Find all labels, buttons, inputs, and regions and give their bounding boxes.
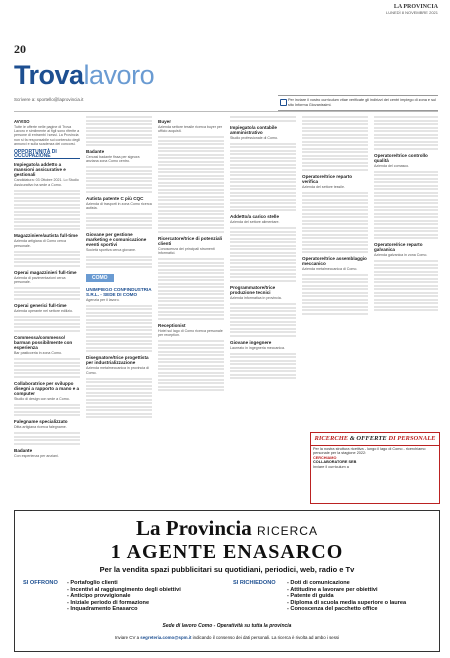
info-icon: [280, 99, 287, 106]
ad-ricerche-body: [313, 447, 437, 469]
section-tab: OPPORTUNITÀ DI OCCUPAZIONE: [14, 150, 80, 159]
publication-name: LA PROVINCIA: [393, 4, 438, 10]
section-title-part2: lavoro: [83, 60, 155, 90]
job-title: Buyer: [158, 119, 172, 124]
offer-item: - Anticipo provvigionale: [67, 593, 131, 600]
job-title: Ricercatore/trice di potenziali clienti: [158, 235, 223, 246]
job-text: Azienda del comasco.: [374, 163, 410, 168]
job-text: Candidatura: 03 Ottobre 2021. Lo Studio Assicurativo ha sede a Como.: [14, 178, 79, 187]
column-3: [158, 116, 224, 506]
ad-agente-enasarco: [14, 510, 440, 652]
job-text: Azienda settore tessile ricerca buyer per ufficio acquisti.: [158, 125, 223, 134]
job-title: Operatore/trice assemblaggio meccanico: [302, 256, 367, 267]
job-text: Con esperienza per anziani.: [14, 453, 59, 458]
job-title: Operatore/trice reparto verifica: [302, 173, 353, 184]
job-title: Badante: [86, 149, 105, 154]
send-cv-line: [15, 635, 439, 640]
job-title: Falegname specializzato: [14, 419, 68, 425]
job-text: Azienda di pavimentazioni cerca personale.: [14, 275, 66, 284]
job-text: Studio di design con sede a Como.: [14, 396, 70, 401]
job-text: Ditta artigiana ricerca falegname.: [14, 425, 67, 430]
column-text: Tutte le offerte nelle pagine di Trova Lavoro e similmente ai figli sono riferite a persone di entrambi i sessi. La Provincia non si fa responsabile sui contenuto degli annunci e sulla scadenza dei concorsi.: [14, 125, 80, 146]
column-6: [374, 116, 438, 428]
job-title: Giovane per gestione marketing e comunicazione eventi sportivi: [86, 232, 147, 248]
job-text: Società sportiva cerca giovane.: [86, 248, 136, 253]
offer-item: - Portafoglio clienti: [67, 580, 118, 586]
offers-list: [67, 580, 181, 613]
job-text: Azienda galvanica in zona Como.: [374, 253, 428, 258]
ad-headline: 1 AGENTE ENASARCO: [110, 541, 344, 563]
job-title: Operai generici full-time: [14, 302, 67, 308]
logo-name: La Provincia: [136, 516, 252, 540]
job-title: Disegnatore/trice progettista per industrializzazione: [86, 355, 149, 366]
request-item: - Diploma di scuola media superiore o laurea: [287, 599, 407, 606]
job-title: Impiegato/a contabile amministrativo: [230, 124, 277, 135]
send-prefix: Inviare CV a: [114, 635, 140, 640]
offer-item: - Incentivi al raggiungimento degli obiettivi: [67, 586, 181, 593]
section-title: [14, 62, 154, 89]
issue-date: LUNEDÌ 8 NOVEMBRE 2021: [385, 10, 438, 15]
masthead: [386, 4, 438, 15]
agency-text: Agenzia per il lavoro.: [86, 297, 120, 302]
section-tab-como: COMO: [86, 274, 114, 282]
job-text: Azienda artigiana di Como cerca personale.: [14, 239, 66, 248]
offer-item: - Iniziale periodo di formazione: [67, 599, 150, 606]
requests-label: SI RICHIEDONO: [233, 580, 276, 586]
job-title: Addetto/a carico stelle: [230, 214, 280, 220]
ad-subline: Per la vendita spazi pubblicitari su quotidiani, periodici, web, radio e Tv: [99, 565, 355, 574]
job-title: Programmatore/trice produzione tecnici: [230, 284, 276, 295]
job-text: Azienda operante nel settore edilizio.: [14, 308, 73, 313]
job-title: Autista patente C più CQC: [86, 195, 144, 201]
job-text: Bar pasticceria in zona Como.: [14, 350, 62, 355]
column-2: [86, 116, 152, 506]
job-title: Impiegato/a addetto a mansioni assicurative e gestionali: [14, 162, 66, 178]
job-text: Azienda metalmeccanica di Como.: [302, 267, 358, 272]
offer-item: - Inquadramento Enasarco: [67, 606, 138, 613]
info-banner-text: Per inviare il vostro curriculum vitae verificate gli indirizzi dei centri impiego di zona e sul sito Informa Giovanissimi.: [288, 98, 436, 107]
ad-ricerche-title: [311, 433, 439, 446]
ad-line-3: Inviare il curriculum a: [313, 464, 349, 469]
job-text: Azienda metalmeccanica in provincia di Como.: [86, 366, 149, 375]
contact-line: Scrivere a: sportello@laprovincia.it: [14, 97, 84, 102]
logo-suffix: RICERCA: [256, 524, 318, 538]
job-text: Azienda del settore tessile.: [302, 184, 345, 189]
job-title: Collaboratrice per sviluppo disegni a rapporto a mano e a computer: [14, 380, 80, 396]
page-number: 20: [14, 42, 26, 56]
ad-ricerche-offerte: [310, 432, 440, 504]
ad-title-part1: RICERCHE: [314, 435, 349, 442]
job-title: Operai magazzinieri full-time: [14, 269, 77, 275]
send-email-link[interactable]: segreteria.como@spm.it: [140, 635, 192, 640]
work-location: Sede di lavoro Como - Operatività su tutta la provincia: [162, 623, 292, 629]
job-text: Azienda del settore alimentare.: [230, 220, 280, 225]
job-text: Laureato in ingegneria meccanica.: [230, 345, 285, 350]
send-suffix: indicando il consenso dei dati personali. La ricerca è rivolta ad ambo i sessi: [192, 635, 340, 640]
ad-line-2: COLLABORATORE SEB: [313, 460, 357, 465]
job-title: Badante: [14, 447, 33, 453]
column-1: [14, 116, 80, 506]
column-5: [302, 116, 368, 428]
requests-list: [287, 580, 406, 613]
request-item: - Conoscenza del pacchetto office: [287, 606, 378, 613]
column-heading: AVVISO: [14, 119, 30, 124]
ad-title-part2: & OFFERTE: [349, 435, 387, 442]
ad-highlight: CERCHIAMO: [313, 455, 337, 460]
job-title: Commessa/commesso/ barman possibilmente con esperienza: [14, 334, 73, 350]
requests-box: [229, 577, 435, 619]
ad-title-part3: DI PERSONALE: [388, 435, 436, 442]
request-item: - Doti di comunicazione: [287, 580, 350, 586]
column-4: [230, 116, 296, 506]
job-title: Giovane ingegnere: [230, 339, 272, 345]
request-item: - Attitudine a lavorare per obiettivi: [287, 586, 378, 593]
info-banner: [278, 95, 438, 111]
offers-label: SI OFFRONO: [23, 580, 58, 586]
job-text: Conoscenza dei principali strumenti informatici.: [158, 246, 215, 256]
job-title: Receptionist: [158, 322, 186, 328]
job-text: Azienda di trasporti in zona Como ricerca autista.: [86, 201, 152, 211]
agency-title: UNIMPIEGO CONFINDUSTRIA S.R.L. - SEDE DI COMO: [86, 286, 152, 297]
job-text: Hotel sul lago di Como ricerca personale per reception.: [158, 328, 223, 338]
section-title-part1: Trova: [14, 60, 84, 90]
job-text: Cercasi badante fissa per signora anziana zona Como centro.: [86, 155, 140, 164]
la-provincia-logo: [15, 517, 439, 542]
ad-line-1: Per la nostra struttura ricettiva - lungo il lago di Como - ricerchiamo personale per la stagione 2022:: [313, 447, 426, 456]
job-text: Studio professionale di Como.: [230, 135, 278, 140]
request-item: - Patente di guida: [287, 593, 334, 600]
job-text: Azienda informatica in provincia.: [230, 295, 282, 300]
offers-box: [19, 577, 225, 619]
job-title: Magazziniere/autista full-time: [14, 233, 78, 239]
job-title: Operatore/trice controllo qualità: [374, 152, 428, 163]
job-title: Operatore/rice reparto galvanica: [374, 242, 423, 253]
top-rule: [14, 111, 438, 112]
